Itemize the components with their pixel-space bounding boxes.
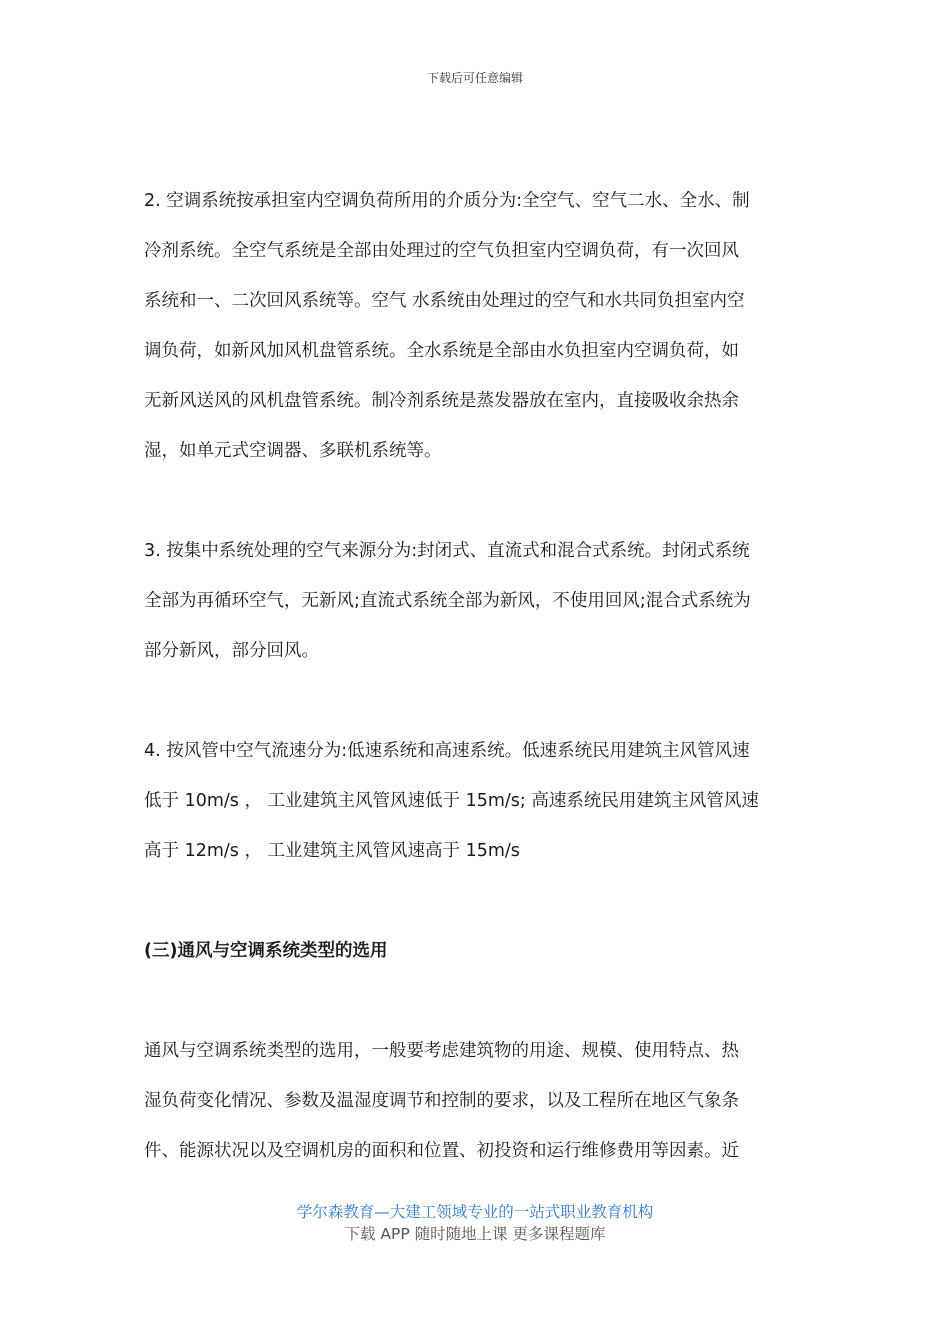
paragraph-5: 通风与空调系统类型的选用，一般要考虑建筑物的用途、规模、使用特点、热 湿负荷变化情况、参数及温湿度调节和控制的要求，以及工程所在地区气象条 件、能源状况以及空调机房的面积和位置、初投资和运行维修费用等因素。近: [144, 1041, 739, 1161]
paragraph-3: 3. 按集中系统处理的空气来源分为:封闭式、直流式和混合式系统。封闭式系统 全部为再循环空气，无新风;直流式系统全部为新风，不使用回风;混合式系统为 部分新风，部分回风。: [144, 541, 751, 661]
document-body: [144, 176, 808, 1176]
paragraph-2: 2. 空调系统按承担室内空调负荷所用的介质分为:全空气、空气二水、全水、制 冷剂系统。全空气系统是全部由处理过的空气负担室内空调负荷，有一次回风 系统和一、二次回风系统等。空气 水系统由处理过的空气和水共同负担室内空 调负荷，如新风加风机盘管系统。全水系统是全部由水负担室内空调负荷，如 无新风送风的风机盘管系统。制冷剂系统是蒸发器放在室内，直接吸收余热余 湿，如单元式空调器、多联机系统等。: [144, 191, 750, 461]
footer: [0, 1201, 950, 1245]
footer-brand-line: 学尔森教育—大建工领域专业的一站式职业教育机构: [296, 1203, 654, 1221]
section-heading: (三)通风与空调系统类型的选用: [144, 941, 388, 961]
header-note: 下载后可任意编辑: [426, 71, 523, 85]
paragraph-4: 4. 按风管中空气流速分为:低速系统和高速系统。低速系统民用建筑主风管风速 低于 10m/s ， 工业建筑主风管风速低于 15m/s; 高速系统民用建筑主风管风速 高于 12m/s ， 工业建筑主风管风速高于 15m/s: [144, 741, 759, 861]
footer-app-line: 下载 APP 随时随地上课 更多课程题库: [344, 1225, 606, 1243]
